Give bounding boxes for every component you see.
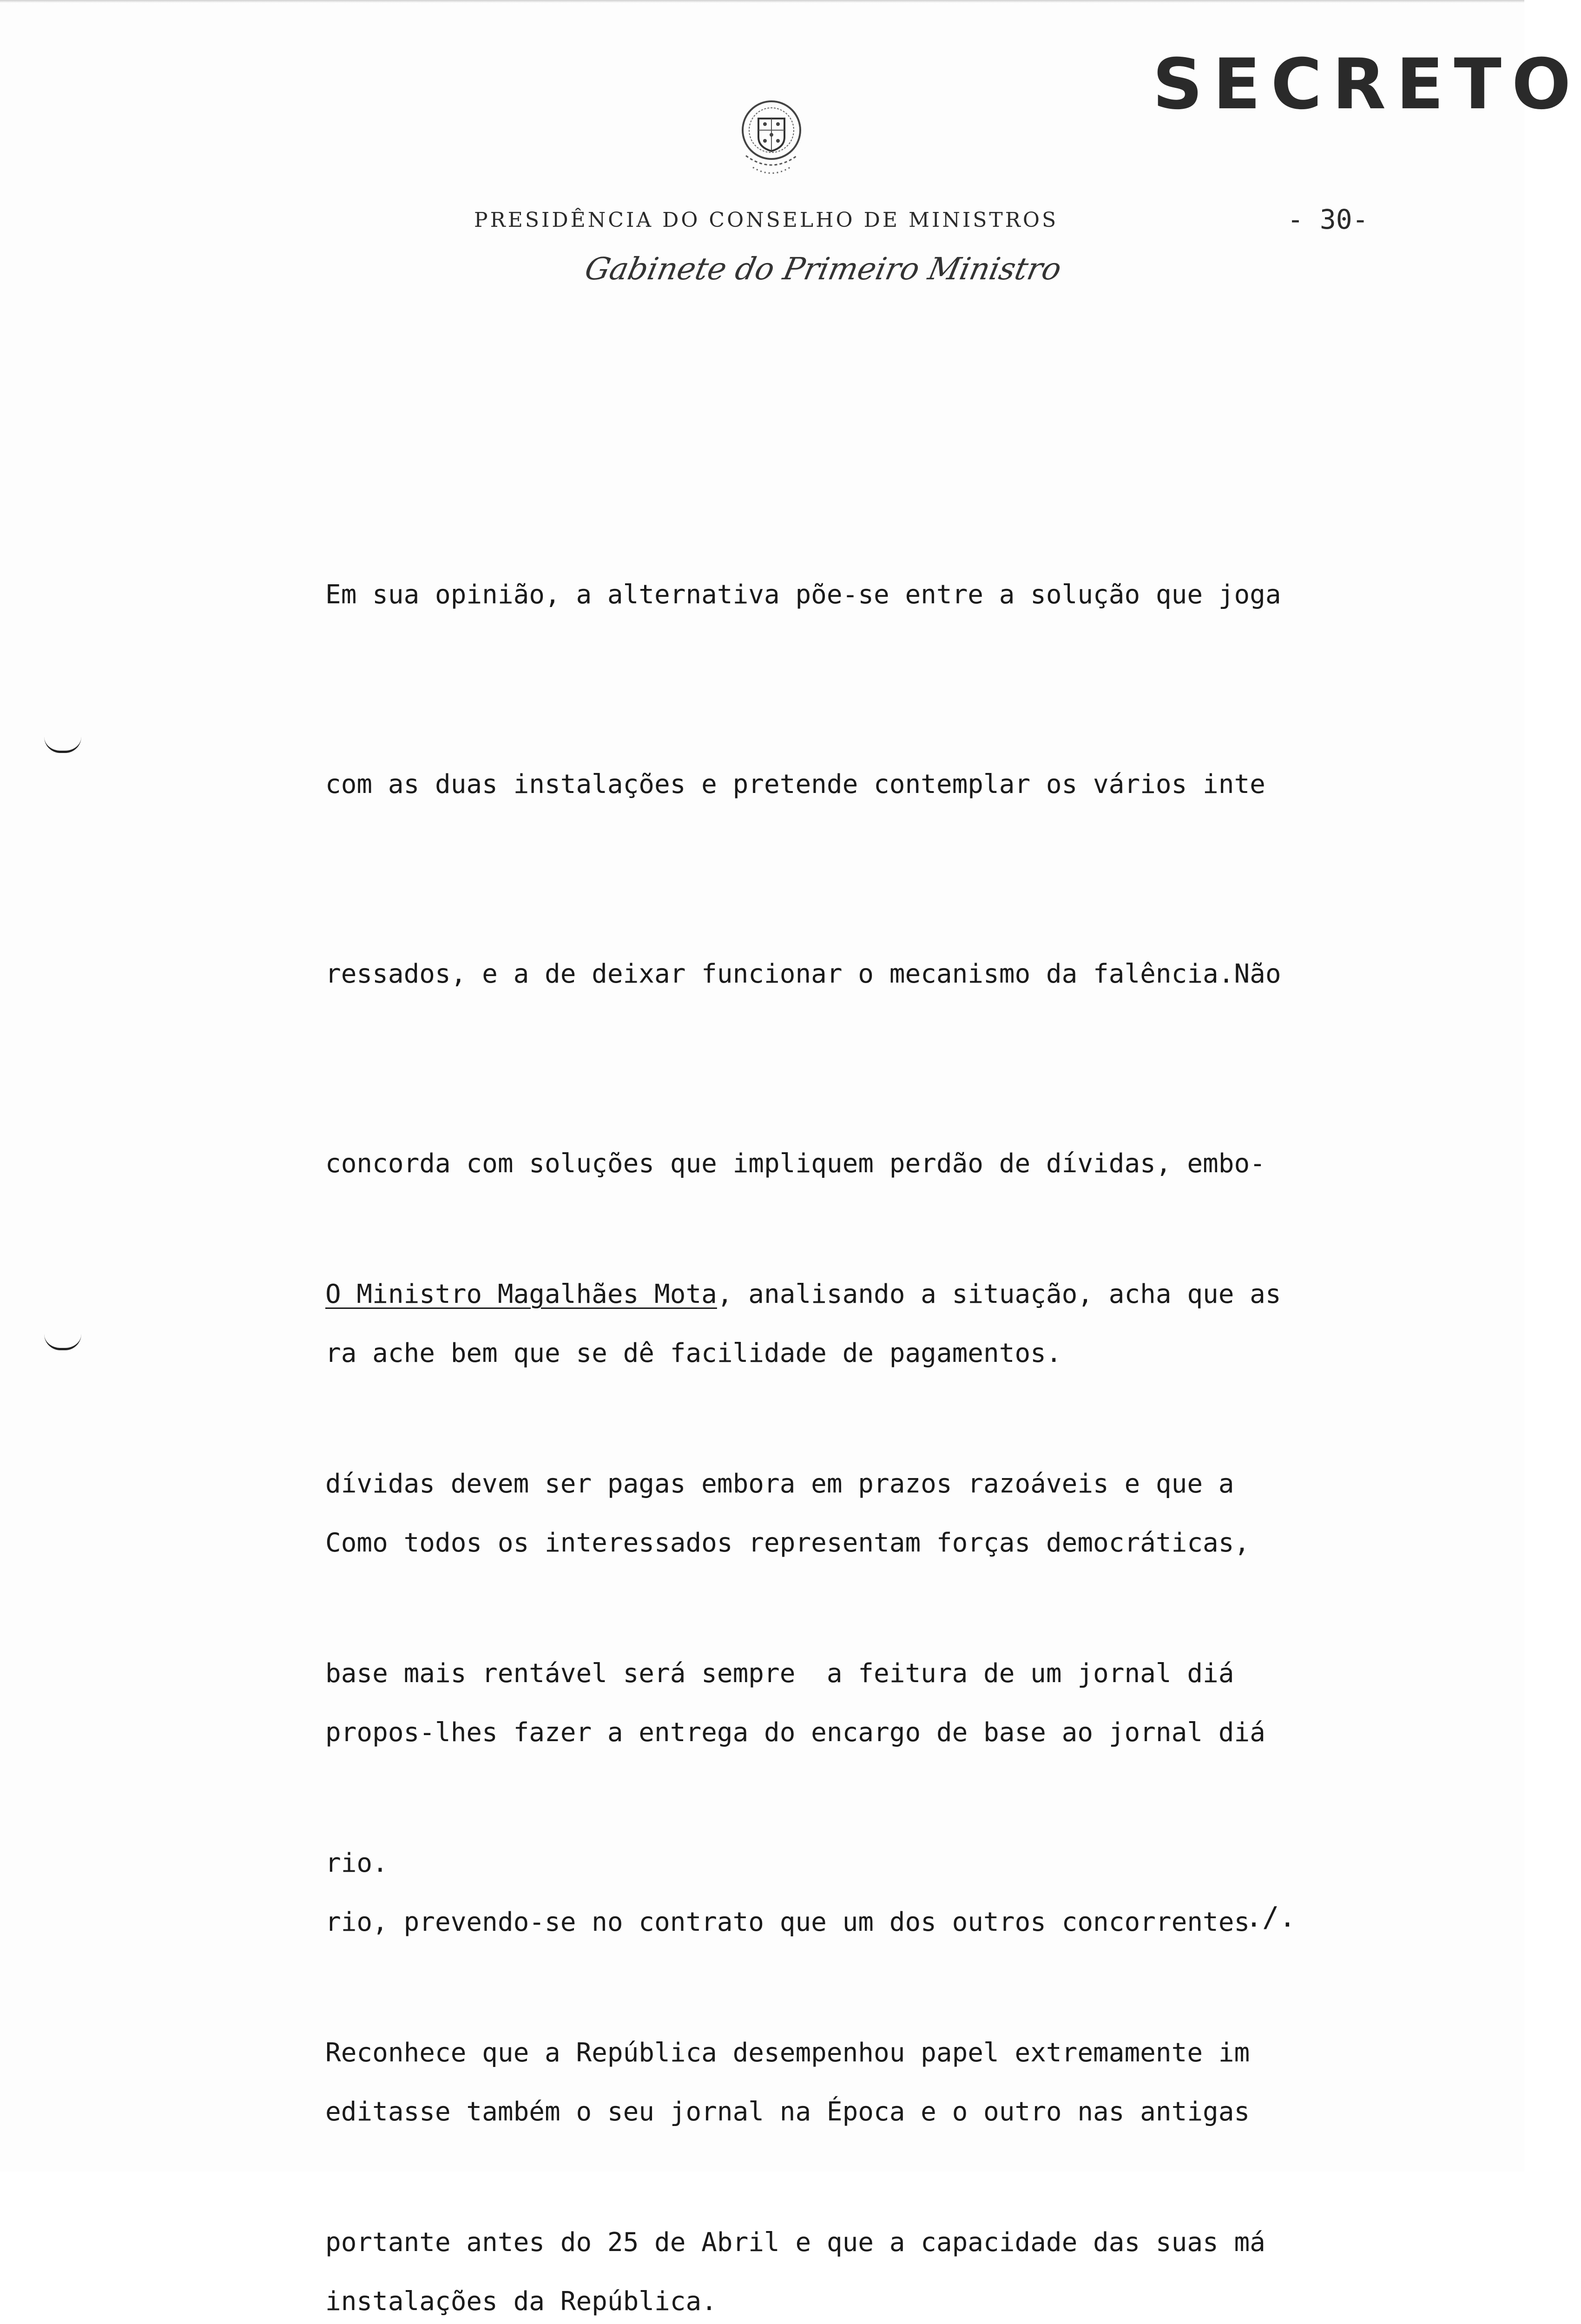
page-number: - 30- (1287, 204, 1369, 235)
coat-of-arms-seal-icon (725, 86, 818, 193)
margin-mark (44, 737, 81, 753)
text-line: com as duas instalações e pretende contemplar os vários inte (325, 769, 1265, 799)
scan-edge (0, 0, 1524, 3)
margin-mark (44, 1334, 81, 1350)
speaker-line-rest: , analisando a situação, acha que as (717, 1279, 1281, 1309)
office-subtitle: Gabinete do Primeiro Ministro (581, 251, 1065, 287)
paragraph-2 (325, 1136, 1281, 2324)
text-line (325, 1263, 1281, 1326)
text-line: dívidas devem ser pagas embora em prazos razoáveis e que a (325, 1469, 1234, 1499)
text-line: rio. (325, 1848, 388, 1878)
text-line: ra ache bem que se dê facilidade de pagamentos. (325, 1338, 1062, 1368)
text-line: Reconhece que a República desempenhou papel extremamente im (325, 2038, 1250, 2068)
institution-header: PRESIDÊNCIA DO CONSELHO DE MINISTROS (474, 208, 1059, 232)
text-line: concorda com soluções que impliquem perdão de dívidas, embo- (325, 1149, 1265, 1179)
text-line: portante antes do 25 de Abril e que a capacidade das suas má (325, 2227, 1265, 2258)
text-line: Como todos os interessados representam forças democráticas, (325, 1528, 1250, 1558)
text-line: propos-lhes fazer a entrega do encargo de base ao jornal diá (325, 1717, 1265, 1748)
speaker-name: O Ministro Magalhães Mota (325, 1279, 717, 1309)
continuation-mark: ./. (1245, 1901, 1296, 1934)
secret-stamp: SECRETO (1153, 44, 1581, 125)
text-line: instalações da República. (325, 2286, 717, 2317)
text-line: rio, prevendo-se no contrato que um dos outros concorrentes (325, 1907, 1250, 1937)
text-line: base mais rentável será sempre a feitura de um jornal diá (325, 1658, 1234, 1689)
text-line: ressados, e a de deixar funcionar o mecanismo da falência.Não (325, 959, 1281, 989)
text-line: editasse também o seu jornal na Época e o outro nas antigas (325, 2097, 1250, 2127)
text-line: Em sua opinião, a alternativa põe-se entre a solução que joga (325, 580, 1281, 610)
